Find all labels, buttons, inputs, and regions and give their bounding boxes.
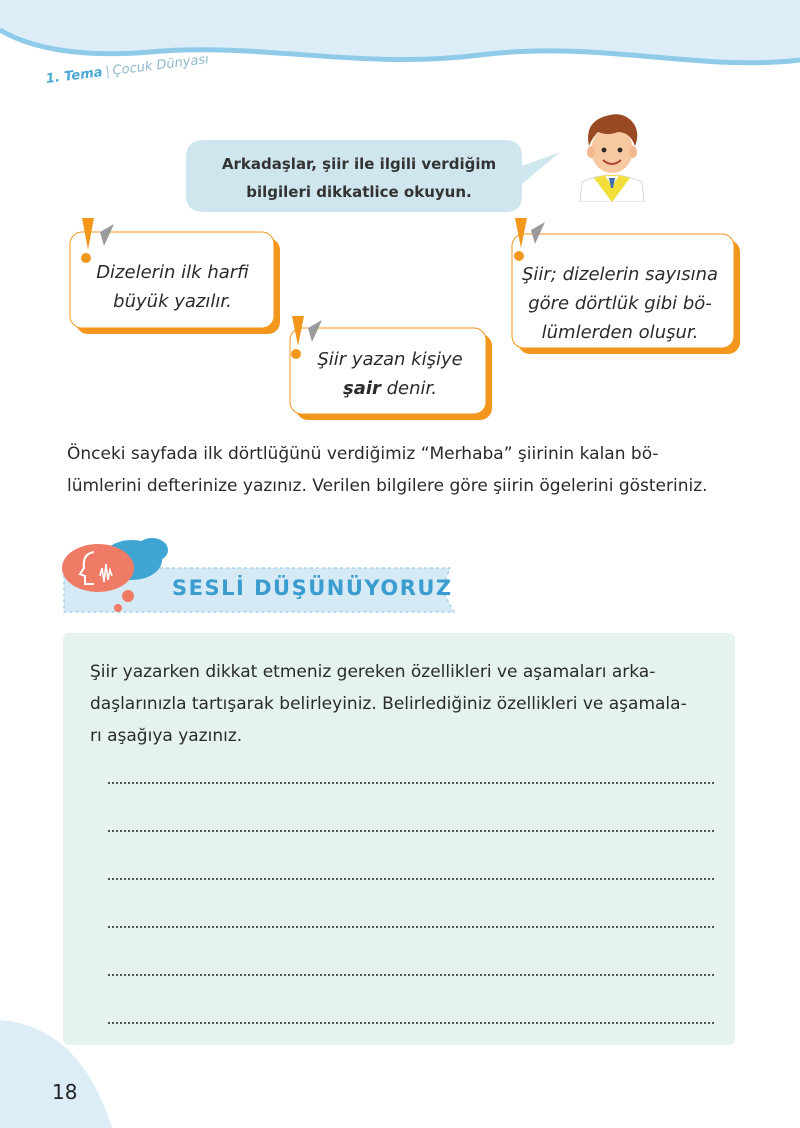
instruction-paragraph	[67, 438, 740, 502]
info-card-middle-text	[300, 345, 480, 403]
card-right-line-3: lümlerden oluşur.	[541, 322, 699, 343]
speech-line-2: bilgileri dikkatlice okuyun.	[246, 183, 472, 201]
boy-illustration	[572, 110, 652, 202]
answer-line-4[interactable]	[108, 926, 714, 928]
card-middle-line-2	[300, 374, 480, 403]
theme-number: 1. Tema	[45, 65, 104, 87]
answer-line-3[interactable]	[108, 878, 714, 880]
card-left-line-1: Dizelerin ilk harfi	[96, 262, 249, 283]
info-card-right-text	[514, 260, 726, 347]
theme-separator: |	[104, 64, 111, 80]
section-title: SESLİ DÜŞÜNÜYORUZ	[172, 576, 453, 600]
footer-blob	[0, 1020, 130, 1128]
page-number: 18	[52, 1080, 78, 1104]
speech-text	[200, 150, 518, 206]
instruction-line-1: Önceki sayfada ilk dörtlüğünü verdiğimiz “Merhaba” şiirinin kalan bö-	[67, 444, 659, 464]
activity-line-2: daşlarınızla tartışarak belirleyiniz. Belirlediğiniz özellikleri ve aşamala-	[90, 694, 687, 714]
answer-line-2[interactable]	[108, 830, 714, 832]
info-card-left-text	[80, 258, 265, 316]
activity-text	[90, 656, 718, 752]
card-left-line-2: büyük yazılır.	[113, 291, 232, 312]
card-right-line-2: göre dörtlük gibi bö-	[528, 293, 712, 314]
card-middle-rest: denir.	[380, 378, 438, 399]
theme-name: Çocuk Dünyası	[111, 52, 210, 79]
speech-line-1: Arkadaşlar, şiir ile ilgili verdiğim	[221, 155, 497, 173]
answer-line-5[interactable]	[108, 974, 714, 976]
card-right-line-1: Şiir; dizelerin sayısına	[521, 264, 719, 285]
activity-line-3: rı aşağıya yazınız.	[90, 726, 243, 746]
answer-line-6[interactable]	[108, 1022, 714, 1024]
answer-line-1[interactable]	[108, 782, 714, 784]
card-middle-line-1: Şiir yazan kişiye	[317, 349, 463, 370]
card-middle-bold: şair	[342, 378, 381, 399]
activity-line-1: Şiir yazarken dikkat etmeniz gereken özellikleri ve aşamaları arka-	[90, 662, 656, 682]
instruction-line-2: lümlerini defterinize yazınız. Verilen bilgilere göre şiirin ögelerini gösteriniz.	[67, 476, 708, 496]
